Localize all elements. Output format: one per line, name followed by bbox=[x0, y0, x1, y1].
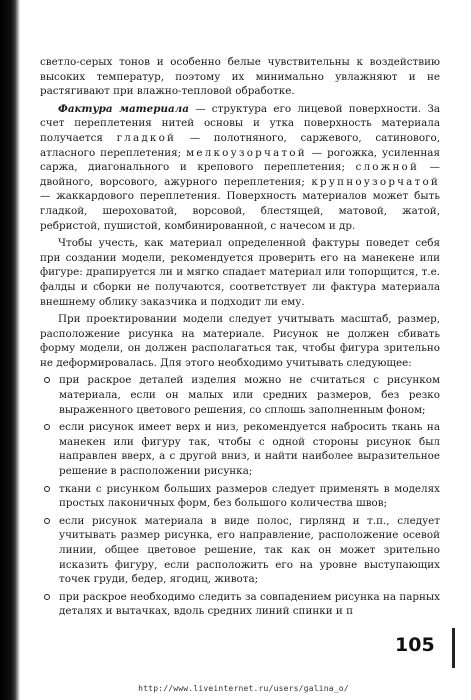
list-item bbox=[40, 420, 440, 478]
page-number: 105 bbox=[395, 634, 435, 656]
texture-type-fine-pattern: мелкоузорчатой bbox=[186, 146, 307, 159]
considerations-list bbox=[40, 373, 440, 619]
list-item-text: при раскрое необходимо следить за совпадением рисунка на парных деталях и вытачках, вдоль средних линий спинки и п bbox=[59, 590, 440, 618]
list-item bbox=[40, 590, 440, 619]
book-page-text bbox=[40, 55, 440, 622]
scan-shadow-edge bbox=[0, 0, 20, 700]
texture-text-1: — структура его лицевой поверхности. За счет переплетения нитей основы и утка поверхность материала получается bbox=[40, 102, 440, 144]
list-item bbox=[40, 514, 440, 587]
pattern-scale-paragraph: При проектировании модели следует учитывать масштаб, размер, расположение рисунка на материале. Рисунок не должен сбивать форму модели, он должен располагаться так, чтобы фигура зрительно не деформировалась. Для этого необходимо учитывать следующее: bbox=[40, 313, 440, 369]
list-item-text: если рисунок имеет верх и низ, рекомендуется набросить ткань на манекен или фигуру так, чтобы с одной стороны рисунок был направлен вверх, а с другой вниз, и найти наиболее выразительное решение в расположении рисунка; bbox=[59, 421, 440, 478]
predict-behavior-paragraph: Чтобы учесть, как материал определенной фактуры поведет себя при создании модели, рекомендуется проверить его на манекене или фигуре: драпируется ли и мягко спадает материал или топорщится, т.е. фалды и сборки не получаются, соответствует ли фактура материала внешнему облику заказчика и подходит ли ему. bbox=[40, 237, 440, 308]
texture-text-2: — полотняного, саржевого, сатинового, атласного переплетения; bbox=[40, 131, 440, 159]
texture-type-large-pattern: крупноузорчатой bbox=[311, 175, 440, 188]
list-item-text: если рисунок материала в виде полос, гирлянд и т.п., следует учитывать размер рисунка, его направление, расположение осевой линии, общее цветовое решение, так как он может зрительно исказить фигуру, если расположить его на уровне выступающих точек груди, бедер, ягодиц, живота; bbox=[59, 514, 440, 586]
list-item bbox=[40, 373, 440, 417]
bullet-icon bbox=[44, 518, 50, 524]
texture-text-5: — жаккардового переплетения. Поверхность материалов может быть гладкой, шероховатой, ворсовой, блестящей, матовой, жатой, ребристой, пушистой, комбинированной, с начесом и др. bbox=[40, 190, 440, 232]
texture-text-3: — рогожка, усиленная саржа, диагонального и крепового переплетения; bbox=[40, 146, 440, 174]
bullet-icon bbox=[44, 486, 50, 492]
texture-term: Фактура материала bbox=[58, 102, 189, 115]
texture-paragraph bbox=[40, 102, 440, 233]
list-item-text: при раскрое деталей изделия можно не считаться с рисунком материала, если он малых или средних размеров, без резко выраженного цветового решения, со сплошь заполненным фоном; bbox=[59, 374, 440, 416]
texture-text-4: — двойного, ворсового, ажурного переплетения; bbox=[40, 161, 440, 188]
bullet-icon bbox=[44, 424, 50, 430]
bullet-icon bbox=[44, 377, 50, 383]
margin-rule bbox=[452, 628, 455, 668]
texture-type-complex: сложной bbox=[355, 161, 420, 174]
footer-url-link[interactable]: http://www.liveinternet.ru/users/galina_o/ bbox=[138, 684, 349, 693]
intro-paragraph: светло-серых тонов и особенно белые чувствительны к воздействию высоких температур, поэтому их минимально увлажняют и не растягивают при влажно-тепловой обработке. bbox=[40, 56, 440, 98]
list-item-text: ткани с рисунком больших размеров следует применять в моделях простых лаконичных форм, без большого количества швов; bbox=[59, 482, 440, 510]
texture-type-smooth: гладкой bbox=[116, 131, 177, 144]
list-item bbox=[40, 482, 440, 511]
bullet-icon bbox=[44, 594, 50, 600]
